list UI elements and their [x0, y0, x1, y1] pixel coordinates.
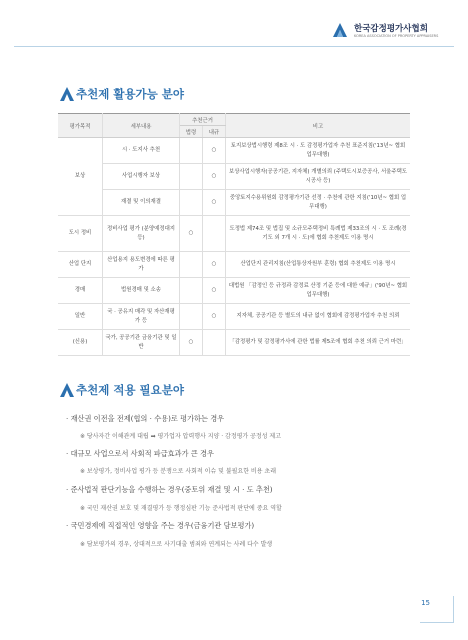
- cell-purpose: (신용): [58, 330, 103, 356]
- section2-title: 추천제 적용 필요분야: [76, 383, 184, 397]
- section-icon: [60, 383, 75, 397]
- cell-detail: 시 · 도지사 추천: [103, 138, 180, 164]
- cell-internal: ○: [203, 164, 226, 190]
- cell-purpose: 보상: [58, 138, 103, 216]
- cell-detail: 재결 및 이의재결: [103, 190, 180, 216]
- bullet-item: · 준사법적 판단기능을 수행하는 경우(중토위 재결 및 시 · 도 추천): [66, 485, 273, 494]
- bullet-note: ※ 당사자간 이해관계 대립 ➡ 평가업자 압력행사 지양 · 감정평가 공정성 제고: [80, 433, 282, 440]
- cell-internal: [203, 216, 226, 252]
- recommendation-table: [58, 113, 410, 356]
- cell-note: 「감정평가 및 감정평가사에 관한 법률 제5조에 협회 추천 의뢰 근거 마련」: [226, 330, 411, 356]
- col-header-purpose: 평가목적: [58, 114, 103, 138]
- cell-purpose: 산업 단지: [58, 252, 103, 278]
- cell-law: [180, 164, 203, 190]
- cell-detail: 법원경매 및 소송: [103, 278, 180, 304]
- table-row: [58, 216, 410, 252]
- cell-note: 산업단지 관리지침(산업통상자원부 훈령) 협회 추천제도 이용 명시: [226, 252, 411, 278]
- col-header-internal: 내규: [203, 126, 226, 138]
- cell-detail: 국 · 공유지 매각 및 자산재평가 등: [103, 304, 180, 330]
- cell-detail: 사업시행자 보상: [103, 164, 180, 190]
- table-row: [58, 252, 410, 278]
- cell-law: [180, 190, 203, 216]
- bullet-note: ※ 국민 재산권 보호 및 재결평가 등 행정심판 기능 준사법적 판단에 중요 역할: [80, 505, 282, 512]
- footer-rule: [420, 622, 454, 623]
- cell-detail: 국가, 공공기관 금융기관 및 일반: [103, 330, 180, 356]
- org-logo-icon: [332, 22, 348, 38]
- cell-note: 지자체, 공공기관 등 별도의 내규 없이 협회에 감정평가업자 추천 의뢰: [226, 304, 411, 330]
- cell-internal: ○: [203, 138, 226, 164]
- table-row: [58, 304, 410, 330]
- org-name: 한국감정평가사협회: [354, 24, 428, 34]
- col-header-law: 법령: [180, 126, 203, 138]
- bullet-note: ※ 담보평가의 경우, 상대적으로 사기대출 범죄와 연계되는 사례 다수 발생: [80, 541, 273, 548]
- cell-detail: 산업용지 용도변경에 따른 평가: [103, 252, 180, 278]
- cell-internal: [203, 330, 226, 356]
- col-header-note: 비고: [226, 114, 411, 138]
- page-header: [0, 0, 468, 52]
- bullet-item: · 대규모 사업으로서 사회적 파급효과가 큰 경우: [66, 449, 214, 458]
- cell-detail: 정비사업 평가 (분양예정대지 등): [103, 216, 180, 252]
- org-subtitle: KOREA ASSOCIATION OF PROPERTY APPRAISERS: [354, 34, 439, 38]
- col-header-detail: 세부내용: [103, 114, 180, 138]
- section-icon: [60, 87, 75, 101]
- cell-internal: ○: [203, 304, 226, 330]
- cell-note: 토지보상법시행령 제8조 시 · 도 감정평가업자 추천 표준지침('13년~ 협회 업무대행): [226, 138, 411, 164]
- cell-law: ○: [180, 216, 203, 252]
- header-rule: [14, 46, 454, 47]
- cell-purpose: 일반: [58, 304, 103, 330]
- cell-note: 보상사업시행자(공공기관, 지자체) 개별의뢰 (주택도시보증공사, 서울주택도시공사 등): [226, 164, 411, 190]
- cell-law: [180, 252, 203, 278]
- table-row: [58, 278, 410, 304]
- cell-internal: ○: [203, 190, 226, 216]
- cell-internal: ○: [203, 252, 226, 278]
- cell-note: 도정법 제74조 및 법집 및 소규모주택정비 특례법 제33조의 시 · 도 조례(경기도 외 7개 시 · 도)에 협회 추천제도 이용 명시: [226, 216, 411, 252]
- cell-purpose: 경매: [58, 278, 103, 304]
- table-row: [58, 138, 410, 164]
- bullet-item: · 국민경제에 직접적인 영향을 주는 경우(금융기관 담보평가): [66, 521, 255, 530]
- footer-rule: [453, 596, 454, 622]
- cell-law: [180, 304, 203, 330]
- cell-law: [180, 138, 203, 164]
- table-row: [58, 164, 410, 190]
- section1-title: 추천제 활용가능 분야: [76, 87, 184, 101]
- cell-law: ○: [180, 330, 203, 356]
- cell-note: 대법원 「감정인 등 규정과 감정료 산정 기준 등에 대한 예규」('90년~ 협회 업무대행): [226, 278, 411, 304]
- cell-note: 중앙토지수용위원회 감정평가기관 선정 · 추천에 관한 지침('10년~ 협회 업무대행): [226, 190, 411, 216]
- cell-law: [180, 278, 203, 304]
- bullet-item: · 재산권 이전을 전제(협의 · 수용)로 평가하는 경우: [66, 414, 225, 423]
- cell-purpose: 도시 정비: [58, 216, 103, 252]
- org-logo: [332, 22, 452, 42]
- bullet-note: ※ 보상평가, 정비사업 평가 등 분쟁으로 사회적 이슈 및 불필요한 비용 초래: [80, 468, 276, 475]
- table-row: [58, 330, 410, 356]
- col-header-basis: 추천근거: [180, 114, 226, 126]
- cell-internal: ○: [203, 278, 226, 304]
- page-number: 15: [421, 599, 430, 607]
- table-row: [58, 190, 410, 216]
